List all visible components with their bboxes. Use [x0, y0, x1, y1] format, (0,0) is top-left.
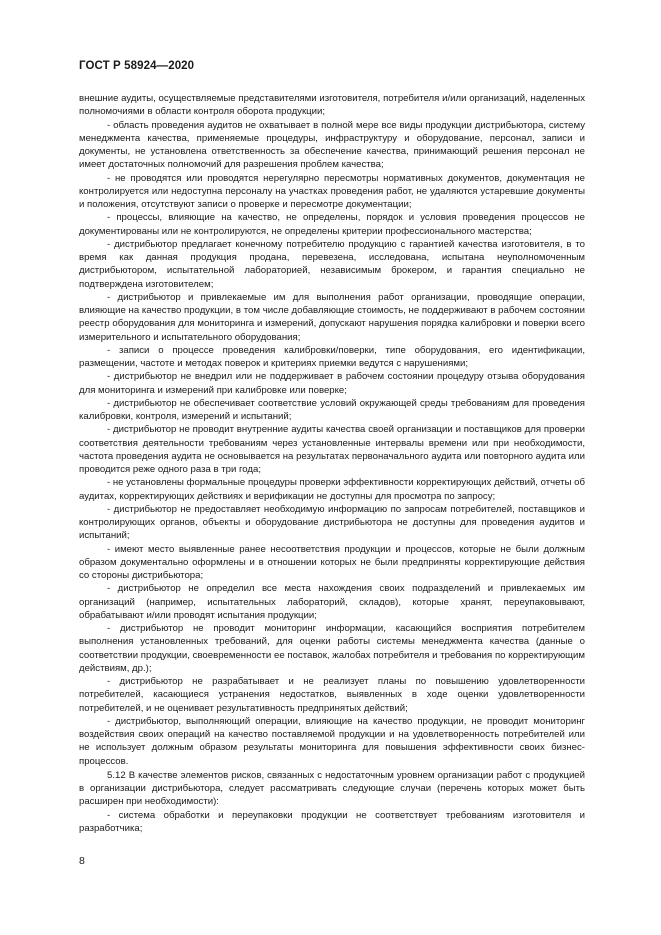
section-paragraph-5-12: 5.12 В качестве элементов рисков, связанных с недостаточным уровнем организации работ с продукцией в организации дистрибьютора, следует рассматривать следующие случаи (перечень которых может быть расширен при необходимости): — [79, 769, 585, 808]
list-item: - записи о процессе проведения калибровки/поверки, типе оборудования, его идентификации, размещении, частоте и методах поверок и критериях приемки ведутся с нарушениями; — [79, 344, 585, 369]
list-item: - дистрибьютор предлагает конечному потребителю продукцию с гарантией качества изготовителя, в то время как данная продукция продана, перевезена, исследована, испытана неуполномоченным дистрибьютором, испытательной лабораторией, независимым брокером, и гарантия специально не подтверждена изготовителем; — [79, 238, 585, 290]
page-number: 8 — [79, 855, 85, 867]
list-item: - не установлены формальные процедуры проверки эффективности корректирующих действий, отчеты об аудитах, корректирующих действиях и верификации не доступны для просмотра по запросу; — [79, 477, 585, 502]
list-item: - дистрибьютор не обеспечивает соответствие условий окружающей среды требованиям для проведения калибровки, контроля, измерений и испытаний; — [79, 397, 585, 422]
body-text — [79, 92, 585, 835]
list-item: - дистрибьютор не внедрил или не поддерживает в рабочем состоянии процедуру отзыва оборудования для мониторинга и измерений при калибровке или поверке; — [79, 371, 585, 396]
list-item: - дистрибьютор не проводит мониторинг информации, касающийся восприятия потребителем выполнения установленных требований, для оценки работы системы менеджмента качества (данные о соответствии продукции, своевременности ее поставок, жалобах потребителя и требования по корректирующим действиям, др.); — [79, 623, 585, 674]
list-item: - система обработки и переупаковки продукции не соответствует требованиям изготовителя и разработчика; — [79, 809, 585, 834]
list-item: - область проведения аудитов не охватывает в полной мере все виды продукции дистрибьютора, систему менеджмента качества, применяемые процедуры, инфраструктуру и оборудование, персонал, записи и документы, не установлена ответственность за обеспечение качества, принимающий решения персонал не имеет достаточных полномочий для разрешения проблем качества; — [79, 119, 585, 171]
list-item: - дистрибьютор, выполняющий операции, влияющие на качество продукции, не проводит мониторинг воздействия своих операций на качество поставляемой продукции и на удовлетворенность потребителей или не использует должным образом результаты мониторинга для повышения эффективности своих бизнес-процессов. — [79, 715, 585, 767]
list-item: - не проводятся или проводятся нерегулярно пересмотры нормативных документов, документация не контролируется или недоступна персоналу на участках проведения работ, не удаляются устаревшие документы и положения, отсутствуют записи о проверке и пересмотре документации; — [79, 172, 585, 210]
list-item: - дистрибьютор не предоставляет необходимую информацию по запросам потребителей, поставщиков и контролирующих органов, объекты и оборудование дистрибьютора не доступны для проведения аудитов и испытаний; — [79, 503, 585, 542]
list-item: - дистрибьютор не разрабатывает и не реализует планы по повышению удовлетворенности потребителей, касающиеся устранения недостатков, выявленных в ходе оценки удовлетворенности потребителей, и не оценивает результативность предпринятых действий; — [79, 676, 585, 714]
standard-header: ГОСТ Р 58924—2020 — [79, 60, 195, 72]
list-item: - имеют место выявленные ранее несоответствия продукции и процессов, которые не были должным образом документально оформлены и в отношении которых не были предприняты корректирующие действия со стороны дистрибьютора; — [79, 543, 585, 581]
list-item: - дистрибьютор не определил все места нахождения своих подразделений и привлекаемых им организаций (например, испытательных лабораторий, складов), которые хранят, переупаковывают, обрабатывают и/или проводят испытания продукции; — [79, 583, 585, 621]
paragraph-continuation: внешние аудиты, осуществляемые представителями изготовителя, потребителя и/или организаций, наделенных полномочиями в области контроля оборота продукции; — [79, 93, 585, 118]
list-item: - дистрибьютор и привлекаемые им для выполнения работ организации, проводящие операции, влияющие на качество продукции, в том числе добавляющие стоимость, не поддерживают в рабочем состоянии реестр оборудования для мониторинга и измерений, допускают нарушения порядка калибровки и поверки всего измерительного и испытательного оборудования; — [79, 291, 585, 343]
list-item: - дистрибьютор не проводит внутренние аудиты качества своей организации и поставщиков для проверки соответствия деятельности требованиям через установленные интервалы времени или при необходимости, частота проведения аудита не основывается на результатах первоначального аудита или повторного аудита или проводится реже одного раза в три года; — [79, 424, 585, 475]
list-item: - процессы, влияющие на качество, не определены, порядок и условия проведения процессов не документированы или не контролируются, не определены критерии профессионального мастерства; — [79, 212, 585, 237]
